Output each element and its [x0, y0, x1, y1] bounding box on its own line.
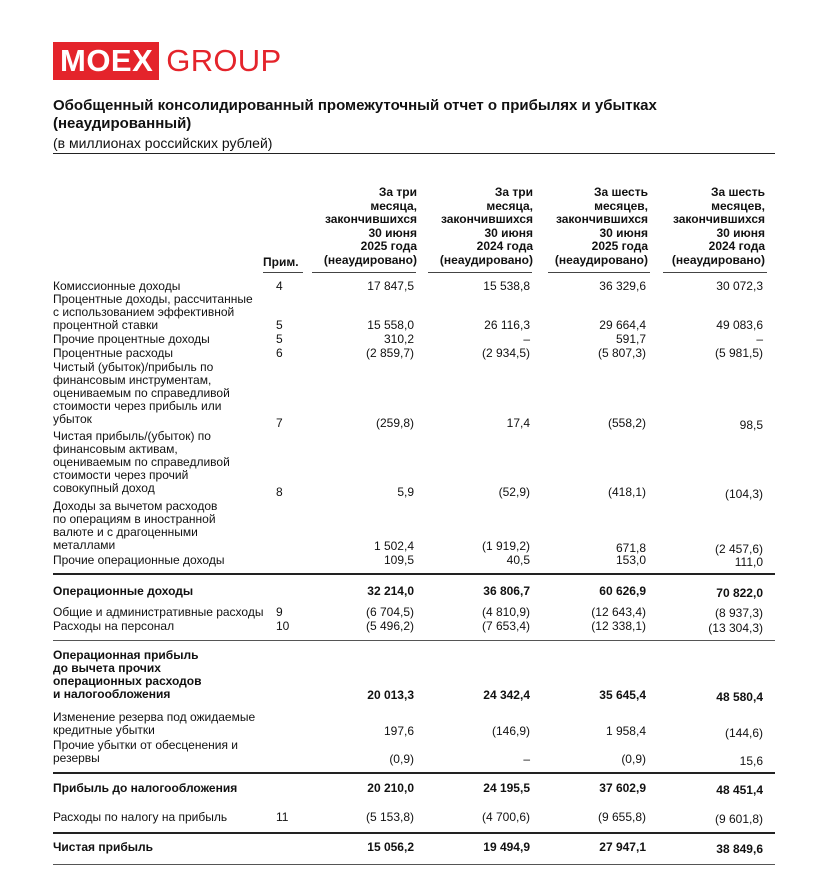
section-divider: [53, 573, 775, 575]
value-6m-2024: (104,3): [724, 487, 763, 501]
value-3m-2024: 24 342,4: [483, 688, 530, 702]
value-3m-2024: 19 494,9: [483, 840, 530, 854]
value-6m-2025: 153,0: [615, 553, 646, 567]
value-3m-2024: 15 538,8: [483, 279, 530, 293]
header-underline: [428, 272, 532, 273]
row-note: 5: [276, 332, 283, 346]
value-3m-2024: (7 653,4): [481, 619, 530, 633]
column-header-note: Прим.: [263, 255, 299, 269]
column-header-3m-2024: За три месяца, закончившихся 30 июня 2024 года (неаудировано): [439, 185, 533, 267]
value-3m-2025: 5,9: [397, 485, 414, 499]
value-6m-2024: (2 457,6): [714, 542, 763, 556]
value-3m-2025: 32 214,0: [367, 584, 414, 598]
value-6m-2024: 15,6: [739, 754, 763, 768]
row-label: Расходы по налогу на прибыль: [53, 810, 228, 824]
value-3m-2025: 17 847,5: [367, 279, 414, 293]
value-6m-2024: 98,5: [739, 418, 763, 432]
value-6m-2024: (5 981,5): [714, 346, 763, 360]
value-3m-2025: (259,8): [375, 416, 414, 430]
row-label: Прочие операционные доходы: [53, 553, 225, 567]
row-label: Операционные доходы: [53, 584, 194, 598]
row-label: Расходы на персонал: [53, 619, 175, 633]
value-3m-2025: 1 502,4: [373, 539, 414, 553]
row-label: Чистая прибыль/(убыток) по финансовым активам, оцениваемым по справедливой стоимости через прочий совокупный доход: [53, 429, 230, 495]
row-note: 4: [276, 279, 283, 293]
value-6m-2025: 35 645,4: [599, 688, 646, 702]
value-3m-2024: –: [523, 332, 530, 346]
row-note: 11: [276, 810, 289, 824]
value-3m-2025: 310,2: [383, 332, 414, 346]
value-3m-2025: (0,9): [389, 752, 414, 766]
value-6m-2025: (558,2): [607, 416, 646, 430]
value-3m-2025: (6 704,5): [365, 605, 414, 619]
row-note: 10: [276, 619, 290, 633]
logo-box: MOEX: [53, 42, 159, 80]
logo-text: GROUP: [166, 43, 282, 78]
value-6m-2025: 591,7: [615, 332, 646, 346]
header-underline: [548, 272, 650, 273]
value-6m-2025: (9 655,8): [597, 810, 646, 824]
value-6m-2025: (12 643,4): [591, 605, 646, 619]
header-underline: [663, 272, 767, 273]
row-label: Чистый (убыток)/прибыль по финансовым инструментам, оцениваемым по справедливой стоимости через прибыль или убыток: [53, 360, 230, 426]
value-3m-2025: 20 013,3: [367, 688, 414, 702]
header-underline: [312, 272, 416, 273]
row-note: 6: [276, 346, 283, 360]
section-divider: [53, 832, 775, 834]
row-note: 5: [276, 318, 283, 332]
value-6m-2024: 48 580,4: [716, 690, 763, 704]
row-label: Доходы за вычетом расходов по операциям в иностранной валюте и с драгоценными металлами: [53, 499, 218, 552]
value-6m-2024: 30 072,3: [716, 279, 763, 293]
row-label: Общие и административные расходы: [53, 605, 264, 619]
value-3m-2025: 15 056,2: [367, 840, 414, 854]
value-6m-2025: (5 807,3): [597, 346, 646, 360]
value-6m-2024: 38 849,6: [716, 842, 763, 856]
value-6m-2025: (418,1): [607, 485, 646, 499]
value-3m-2024: (4 810,9): [481, 605, 530, 619]
value-3m-2025: 109,5: [383, 553, 414, 567]
value-3m-2024: (52,9): [498, 485, 530, 499]
row-label: Прибыль до налогообложения: [53, 781, 238, 795]
value-6m-2025: 1 958,4: [605, 724, 646, 738]
value-6m-2025: 60 626,9: [599, 584, 646, 598]
section-divider: [53, 640, 775, 641]
row-label: Изменение резерва под ожидаемые кредитные убытки: [53, 710, 256, 737]
value-3m-2024: 40,5: [506, 553, 530, 567]
row-label: Процентные расходы: [53, 346, 174, 360]
value-3m-2024: (1 919,2): [481, 539, 530, 553]
value-6m-2024: (8 937,3): [714, 606, 763, 620]
row-label: Комиссионные доходы: [53, 279, 181, 293]
value-3m-2024: (4 700,6): [481, 810, 530, 824]
column-header-3m-2025: За три месяца, закончившихся 30 июня 2025 года (неаудировано): [323, 185, 417, 267]
value-6m-2024: 111,0: [734, 555, 763, 569]
value-3m-2024: 17,4: [506, 416, 530, 430]
value-3m-2024: 36 806,7: [483, 584, 530, 598]
value-6m-2024: 70 822,0: [716, 586, 763, 600]
row-label: Чистая прибыль: [53, 840, 153, 854]
report-subtitle: (в миллионах российских рублей): [53, 135, 273, 151]
value-3m-2025: 197,6: [383, 724, 414, 738]
row-note: 7: [276, 416, 283, 430]
value-6m-2025: 37 602,9: [599, 781, 646, 795]
value-6m-2024: (144,6): [724, 726, 763, 740]
value-3m-2024: –: [523, 752, 530, 766]
column-header-6m-2024: За шесть месяцев, закончившихся 30 июня 2024 года (неаудировано): [671, 185, 765, 267]
row-label: Процентные доходы, рассчитанные с использованием эффективной процентной ставки: [53, 292, 253, 332]
value-3m-2024: (146,9): [491, 724, 530, 738]
column-header-6m-2025: За шесть месяцев, закончившихся 30 июня 2025 года (неаудировано): [554, 185, 648, 267]
value-6m-2025: 29 664,4: [599, 318, 646, 332]
value-3m-2024: (2 934,5): [481, 346, 530, 360]
value-3m-2024: 26 116,3: [484, 318, 530, 332]
value-3m-2025: (2 859,7): [365, 346, 414, 360]
header-underline: [263, 272, 303, 273]
value-3m-2024: 24 195,5: [483, 781, 530, 795]
value-6m-2024: (9 601,8): [714, 812, 763, 826]
row-label: Операционная прибыль до вычета прочих операционных расходов и налогообложения: [53, 648, 202, 701]
value-6m-2025: (0,9): [621, 752, 646, 766]
row-note: 9: [276, 605, 283, 619]
value-6m-2025: 27 947,1: [599, 840, 646, 854]
row-note: 8: [276, 485, 283, 499]
value-6m-2024: 48 451,4: [716, 783, 763, 797]
value-3m-2025: 15 558,0: [367, 318, 414, 332]
value-3m-2025: 20 210,0: [367, 781, 414, 795]
value-6m-2025: 36 329,6: [599, 279, 646, 293]
value-3m-2025: (5 496,2): [365, 619, 414, 633]
row-label: Прочие процентные доходы: [53, 332, 210, 346]
value-6m-2024: 49 083,6: [716, 318, 763, 332]
section-divider: [53, 864, 775, 865]
section-divider: [53, 772, 775, 774]
value-6m-2025: (12 338,1): [591, 619, 646, 633]
value-6m-2024: (13 304,3): [708, 621, 763, 635]
value-6m-2025: 671,8: [615, 541, 646, 555]
title-divider: [53, 153, 775, 154]
value-6m-2024: –: [756, 332, 763, 346]
row-label: Прочие убытки от обесценения и резервы: [53, 738, 238, 765]
value-3m-2025: (5 153,8): [365, 810, 414, 824]
moex-logo: [53, 42, 281, 80]
report-title: Обобщенный консолидированный промежуточный отчет о прибылях и убытках (неаудированный): [53, 97, 657, 132]
